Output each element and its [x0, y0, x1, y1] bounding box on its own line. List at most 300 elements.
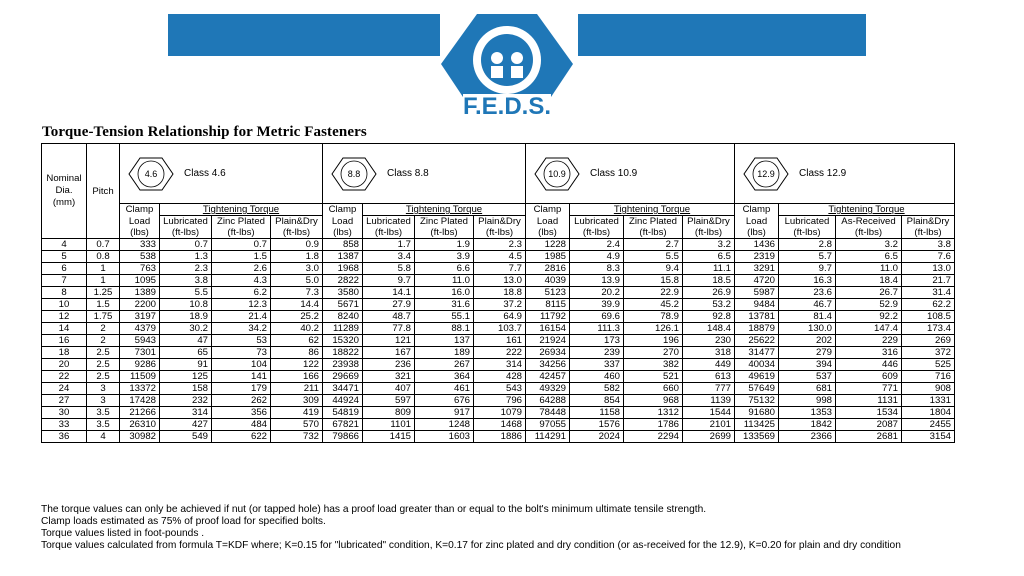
page-title: Torque-Tension Relationship for Metric Fasteners: [42, 124, 367, 140]
value-cell: 333: [120, 239, 160, 251]
coating-header: As-Received: [836, 216, 902, 228]
pitch-cell: 0.7: [87, 239, 120, 251]
value-cell: 65: [160, 347, 212, 359]
value-cell: 6.5: [836, 251, 902, 263]
table-row: [42, 335, 955, 347]
value-cell: 9286: [120, 359, 160, 371]
value-cell: 2294: [624, 431, 683, 443]
value-cell: 7301: [120, 347, 160, 359]
value-cell: 9.4: [624, 263, 683, 275]
pitch-cell: 2.5: [87, 359, 120, 371]
note-line: Torque values calculated from formula T=KDF where; K=0.15 for "lubricated" condition, K=0.17 for zinc plated and dry condition (or as-received for the 12.9), K=0.20 for plain and dry condition: [41, 540, 901, 551]
value-cell: 31477: [735, 347, 779, 359]
notes: [41, 504, 1001, 552]
value-cell: 158: [160, 383, 212, 395]
class-8-8-header: [323, 144, 526, 204]
note-line: The torque values can only be achieved if nut (or tapped hole) has a proof load greater than or equal to the bolt's minimum ultimate tensile strength.: [41, 504, 707, 515]
value-cell: 4379: [120, 323, 160, 335]
value-cell: 419: [271, 407, 323, 419]
value-cell: 13.0: [902, 263, 955, 275]
value-cell: 10.8: [160, 299, 212, 311]
value-cell: 681: [779, 383, 836, 395]
value-cell: 31.6: [415, 299, 474, 311]
value-cell: 1131: [836, 395, 902, 407]
feds-brand-text: F.E.D.S.: [462, 93, 552, 120]
value-cell: 167: [363, 347, 415, 359]
value-cell: 968: [624, 395, 683, 407]
value-cell: 148.4: [683, 323, 735, 335]
lubricated-header: Lubricated: [363, 216, 415, 228]
value-cell: 114291: [526, 431, 570, 443]
value-cell: 484: [212, 419, 271, 431]
clamp-header: Clamp: [735, 204, 779, 216]
value-cell: 3.4: [363, 251, 415, 263]
value-cell: 2.3: [474, 239, 526, 251]
clamp-header: Clamp: [526, 204, 570, 216]
value-cell: 279: [779, 347, 836, 359]
value-cell: 2024: [570, 431, 624, 443]
value-cell: 111.3: [570, 323, 624, 335]
value-cell: 26.9: [683, 287, 735, 299]
diameter-cell: 8: [42, 287, 87, 299]
table-row: [42, 311, 955, 323]
clamp-unit: (lbs): [323, 227, 363, 239]
value-cell: 314: [160, 407, 212, 419]
value-cell: 17428: [120, 395, 160, 407]
value-cell: 1.8: [271, 251, 323, 263]
hex-bolt-icon: [534, 157, 580, 191]
value-cell: 173: [570, 335, 624, 347]
value-cell: 46.7: [779, 299, 836, 311]
value-cell: 103.7: [474, 323, 526, 335]
value-cell: 21924: [526, 335, 570, 347]
value-cell: 4.9: [570, 251, 624, 263]
value-cell: 21.4: [212, 311, 271, 323]
value-cell: 5.5: [160, 287, 212, 299]
value-cell: 130.0: [779, 323, 836, 335]
value-cell: 3.9: [415, 251, 474, 263]
value-cell: 45.2: [624, 299, 683, 311]
coating-header: Zinc Plated: [415, 216, 474, 228]
lubricated-header: Lubricated: [570, 216, 624, 228]
value-cell: 5671: [323, 299, 363, 311]
value-cell: 222: [474, 347, 526, 359]
plain-dry-unit: (ft-lbs): [902, 227, 955, 239]
value-cell: 5987: [735, 287, 779, 299]
value-cell: 6.5: [683, 251, 735, 263]
value-cell: 7.3: [271, 287, 323, 299]
value-cell: 0.7: [212, 239, 271, 251]
diameter-cell: 12: [42, 311, 87, 323]
hex-bolt-icon: [743, 157, 789, 191]
value-cell: 1985: [526, 251, 570, 263]
value-cell: 64288: [526, 395, 570, 407]
value-cell: 1968: [323, 263, 363, 275]
table-row: [42, 239, 955, 251]
hex-bolt-icon: [331, 157, 377, 191]
value-cell: 113425: [735, 419, 779, 431]
value-cell: 763: [120, 263, 160, 275]
value-cell: 570: [271, 419, 323, 431]
value-cell: 318: [683, 347, 735, 359]
value-cell: 91680: [735, 407, 779, 419]
value-cell: 23938: [323, 359, 363, 371]
table-row: [42, 431, 955, 443]
value-cell: 1353: [779, 407, 836, 419]
table-row: [42, 395, 955, 407]
clamp-unit: (lbs): [526, 227, 570, 239]
value-cell: 92.8: [683, 311, 735, 323]
value-cell: 196: [624, 335, 683, 347]
value-cell: 18822: [323, 347, 363, 359]
value-cell: 15320: [323, 335, 363, 347]
value-cell: 6.6: [415, 263, 474, 275]
pitch-cell: 1: [87, 263, 120, 275]
value-cell: 54819: [323, 407, 363, 419]
value-cell: 1101: [363, 419, 415, 431]
value-cell: 1886: [474, 431, 526, 443]
value-cell: 3580: [323, 287, 363, 299]
value-cell: 40.2: [271, 323, 323, 335]
value-cell: 30982: [120, 431, 160, 443]
diameter-cell: 20: [42, 359, 87, 371]
pitch-cell: 1.25: [87, 287, 120, 299]
value-cell: 11289: [323, 323, 363, 335]
lubricated-unit: (ft-lbs): [779, 227, 836, 239]
value-cell: 1095: [120, 275, 160, 287]
value-cell: 11.0: [836, 263, 902, 275]
value-cell: 13781: [735, 311, 779, 323]
value-cell: 394: [779, 359, 836, 371]
value-cell: 1312: [624, 407, 683, 419]
value-cell: 52.9: [836, 299, 902, 311]
value-cell: 92.2: [836, 311, 902, 323]
value-cell: 5.5: [624, 251, 683, 263]
value-cell: 40034: [735, 359, 779, 371]
value-cell: 613: [683, 371, 735, 383]
value-cell: 382: [624, 359, 683, 371]
header-banner: [0, 0, 1024, 120]
value-cell: 3197: [120, 311, 160, 323]
plain-dry-unit: (ft-lbs): [683, 227, 735, 239]
lubricated-unit: (ft-lbs): [160, 227, 212, 239]
value-cell: 1228: [526, 239, 570, 251]
value-cell: 78.9: [624, 311, 683, 323]
plain-dry-header: Plain&Dry: [271, 216, 323, 228]
value-cell: 314: [474, 359, 526, 371]
value-cell: 262: [212, 395, 271, 407]
value-cell: 229: [836, 335, 902, 347]
pitch-cell: 2: [87, 335, 120, 347]
value-cell: 18.9: [160, 311, 212, 323]
coating-unit: (ft-lbs): [415, 227, 474, 239]
value-cell: 79866: [323, 431, 363, 443]
diameter-cell: 6: [42, 263, 87, 275]
value-cell: 26934: [526, 347, 570, 359]
value-cell: 30.2: [160, 323, 212, 335]
value-cell: 8.3: [570, 263, 624, 275]
value-cell: 67821: [323, 419, 363, 431]
value-cell: 147.4: [836, 323, 902, 335]
plain-dry-unit: (ft-lbs): [474, 227, 526, 239]
value-cell: 449: [683, 359, 735, 371]
value-cell: 2455: [902, 419, 955, 431]
plain-dry-header: Plain&Dry: [474, 216, 526, 228]
value-cell: 2.6: [212, 263, 271, 275]
diameter-cell: 16: [42, 335, 87, 347]
clamp-load-header: Load: [323, 216, 363, 228]
tightening-header: Tightening Torque: [363, 204, 526, 216]
value-cell: 3.8: [160, 275, 212, 287]
value-cell: 8115: [526, 299, 570, 311]
value-cell: 26310: [120, 419, 160, 431]
value-cell: 3154: [902, 431, 955, 443]
pitch-cell: 2.5: [87, 347, 120, 359]
value-cell: 21.7: [902, 275, 955, 287]
value-cell: 18.4: [836, 275, 902, 287]
value-cell: 125: [160, 371, 212, 383]
value-cell: 407: [363, 383, 415, 395]
value-cell: 2822: [323, 275, 363, 287]
diameter-cell: 10: [42, 299, 87, 311]
value-cell: 1.9: [415, 239, 474, 251]
tightening-header: Tightening Torque: [160, 204, 323, 216]
value-cell: 427: [160, 419, 212, 431]
value-cell: 11.0: [415, 275, 474, 287]
value-cell: 582: [570, 383, 624, 395]
diameter-cell: 7: [42, 275, 87, 287]
svg-text:12.9: 12.9: [757, 168, 775, 179]
value-cell: 211: [271, 383, 323, 395]
value-cell: 3.2: [836, 239, 902, 251]
value-cell: 49329: [526, 383, 570, 395]
clamp-header: Clamp: [323, 204, 363, 216]
value-cell: 1804: [902, 407, 955, 419]
value-cell: 3.0: [271, 263, 323, 275]
hex-bolt-icon: [128, 157, 174, 191]
value-cell: 732: [271, 431, 323, 443]
value-cell: 460: [570, 371, 624, 383]
value-cell: 179: [212, 383, 271, 395]
value-cell: 364: [415, 371, 474, 383]
value-cell: 29669: [323, 371, 363, 383]
value-cell: 75132: [735, 395, 779, 407]
value-cell: 53.2: [683, 299, 735, 311]
value-cell: 97055: [526, 419, 570, 431]
diameter-cell: 14: [42, 323, 87, 335]
value-cell: 537: [779, 371, 836, 383]
table-row: [42, 371, 955, 383]
diameter-cell: 27: [42, 395, 87, 407]
value-cell: 3291: [735, 263, 779, 275]
lubricated-unit: (ft-lbs): [570, 227, 624, 239]
diameter-cell: 4: [42, 239, 87, 251]
value-cell: 137: [415, 335, 474, 347]
value-cell: 55.1: [415, 311, 474, 323]
diameter-cell: 24: [42, 383, 87, 395]
class-12-9-header: [735, 144, 955, 204]
value-cell: 5.8: [363, 263, 415, 275]
value-cell: 597: [363, 395, 415, 407]
tightening-header: Tightening Torque: [570, 204, 735, 216]
value-cell: 49619: [735, 371, 779, 383]
value-cell: 21266: [120, 407, 160, 419]
value-cell: 1331: [902, 395, 955, 407]
value-cell: 161: [474, 335, 526, 347]
pitch-cell: 3: [87, 395, 120, 407]
svg-text:4.6: 4.6: [144, 168, 158, 179]
pitch-cell: 3.5: [87, 419, 120, 431]
value-cell: 269: [902, 335, 955, 347]
value-cell: 1842: [779, 419, 836, 431]
value-cell: 777: [683, 383, 735, 395]
value-cell: 133569: [735, 431, 779, 443]
table-row: [42, 263, 955, 275]
value-cell: 166: [271, 371, 323, 383]
value-cell: 34.2: [212, 323, 271, 335]
note-line: Torque values listed in foot-pounds .: [41, 528, 205, 539]
value-cell: 309: [271, 395, 323, 407]
diameter-cell: 33: [42, 419, 87, 431]
value-cell: 5.7: [779, 251, 836, 263]
value-cell: 12.3: [212, 299, 271, 311]
coating-unit: (ft-lbs): [624, 227, 683, 239]
value-cell: 18.5: [683, 275, 735, 287]
value-cell: 31.4: [902, 287, 955, 299]
value-cell: 1468: [474, 419, 526, 431]
coating-header: Zinc Plated: [212, 216, 271, 228]
pitch-cell: 1.75: [87, 311, 120, 323]
value-cell: 34256: [526, 359, 570, 371]
value-cell: 121: [363, 335, 415, 347]
value-cell: 18.8: [474, 287, 526, 299]
clamp-unit: (lbs): [120, 227, 160, 239]
diameter-cell: 22: [42, 371, 87, 383]
value-cell: 1544: [683, 407, 735, 419]
value-cell: 44924: [323, 395, 363, 407]
pitch-header: Pitch: [87, 144, 120, 239]
value-cell: 91: [160, 359, 212, 371]
clamp-load-header: Load: [735, 216, 779, 228]
value-cell: 2699: [683, 431, 735, 443]
value-cell: 2.7: [624, 239, 683, 251]
class-label: Class 10.9: [590, 168, 638, 179]
pitch-cell: 2.5: [87, 371, 120, 383]
nominal-header: Nominal Dia. (mm): [42, 144, 87, 239]
value-cell: 716: [902, 371, 955, 383]
pitch-cell: 2: [87, 323, 120, 335]
svg-text:10.9: 10.9: [548, 168, 566, 179]
value-cell: 1436: [735, 239, 779, 251]
value-cell: 337: [570, 359, 624, 371]
feds-logo: [433, 8, 581, 124]
value-cell: 236: [363, 359, 415, 371]
value-cell: 173.4: [902, 323, 955, 335]
value-cell: 908: [902, 383, 955, 395]
value-cell: 48.7: [363, 311, 415, 323]
pitch-cell: 1: [87, 275, 120, 287]
table-row: [42, 323, 955, 335]
pitch-cell: 0.8: [87, 251, 120, 263]
value-cell: 660: [624, 383, 683, 395]
class-10-9-header: [526, 144, 735, 204]
value-cell: 64.9: [474, 311, 526, 323]
value-cell: 372: [902, 347, 955, 359]
value-cell: 57649: [735, 383, 779, 395]
lubricated-unit: (ft-lbs): [363, 227, 415, 239]
value-cell: 1158: [570, 407, 624, 419]
value-cell: 86: [271, 347, 323, 359]
value-cell: 13.0: [474, 275, 526, 287]
table-row: [42, 287, 955, 299]
value-cell: 609: [836, 371, 902, 383]
value-cell: 202: [779, 335, 836, 347]
value-cell: 676: [415, 395, 474, 407]
value-cell: 77.8: [363, 323, 415, 335]
banner-bar-left: [168, 14, 440, 56]
value-cell: 270: [624, 347, 683, 359]
clamp-load-header: Load: [120, 216, 160, 228]
value-cell: 62.2: [902, 299, 955, 311]
value-cell: 521: [624, 371, 683, 383]
value-cell: 0.9: [271, 239, 323, 251]
value-cell: 796: [474, 395, 526, 407]
value-cell: 16154: [526, 323, 570, 335]
value-cell: 356: [212, 407, 271, 419]
value-cell: 8240: [323, 311, 363, 323]
value-cell: 2.8: [779, 239, 836, 251]
value-cell: 2.4: [570, 239, 624, 251]
value-cell: 4039: [526, 275, 570, 287]
value-cell: 9.7: [779, 263, 836, 275]
value-cell: 18879: [735, 323, 779, 335]
value-cell: 69.6: [570, 311, 624, 323]
value-cell: 3.8: [902, 239, 955, 251]
banner-bar-right: [578, 14, 866, 56]
value-cell: 47: [160, 335, 212, 347]
class-label: Class 12.9: [799, 168, 847, 179]
class-label: Class 4.6: [184, 168, 226, 179]
table-row: [42, 419, 955, 431]
value-cell: 771: [836, 383, 902, 395]
class-4-6-header: [120, 144, 323, 204]
value-cell: 16.0: [415, 287, 474, 299]
table-row: [42, 275, 955, 287]
svg-text:8.8: 8.8: [347, 168, 361, 179]
value-cell: 2101: [683, 419, 735, 431]
value-cell: 2200: [120, 299, 160, 311]
coating-unit: (ft-lbs): [212, 227, 271, 239]
value-cell: 446: [836, 359, 902, 371]
value-cell: 7.6: [902, 251, 955, 263]
value-cell: 122: [271, 359, 323, 371]
table-row: [42, 251, 955, 263]
value-cell: 9484: [735, 299, 779, 311]
value-cell: 1.7: [363, 239, 415, 251]
lubricated-header: Lubricated: [160, 216, 212, 228]
value-cell: 20.2: [570, 287, 624, 299]
value-cell: 73: [212, 347, 271, 359]
value-cell: 23.6: [779, 287, 836, 299]
value-cell: 1387: [323, 251, 363, 263]
table-row: [42, 299, 955, 311]
clamp-unit: (lbs): [735, 227, 779, 239]
value-cell: 9.7: [363, 275, 415, 287]
value-cell: 34471: [323, 383, 363, 395]
value-cell: 62: [271, 335, 323, 347]
value-cell: 108.5: [902, 311, 955, 323]
value-cell: 11509: [120, 371, 160, 383]
